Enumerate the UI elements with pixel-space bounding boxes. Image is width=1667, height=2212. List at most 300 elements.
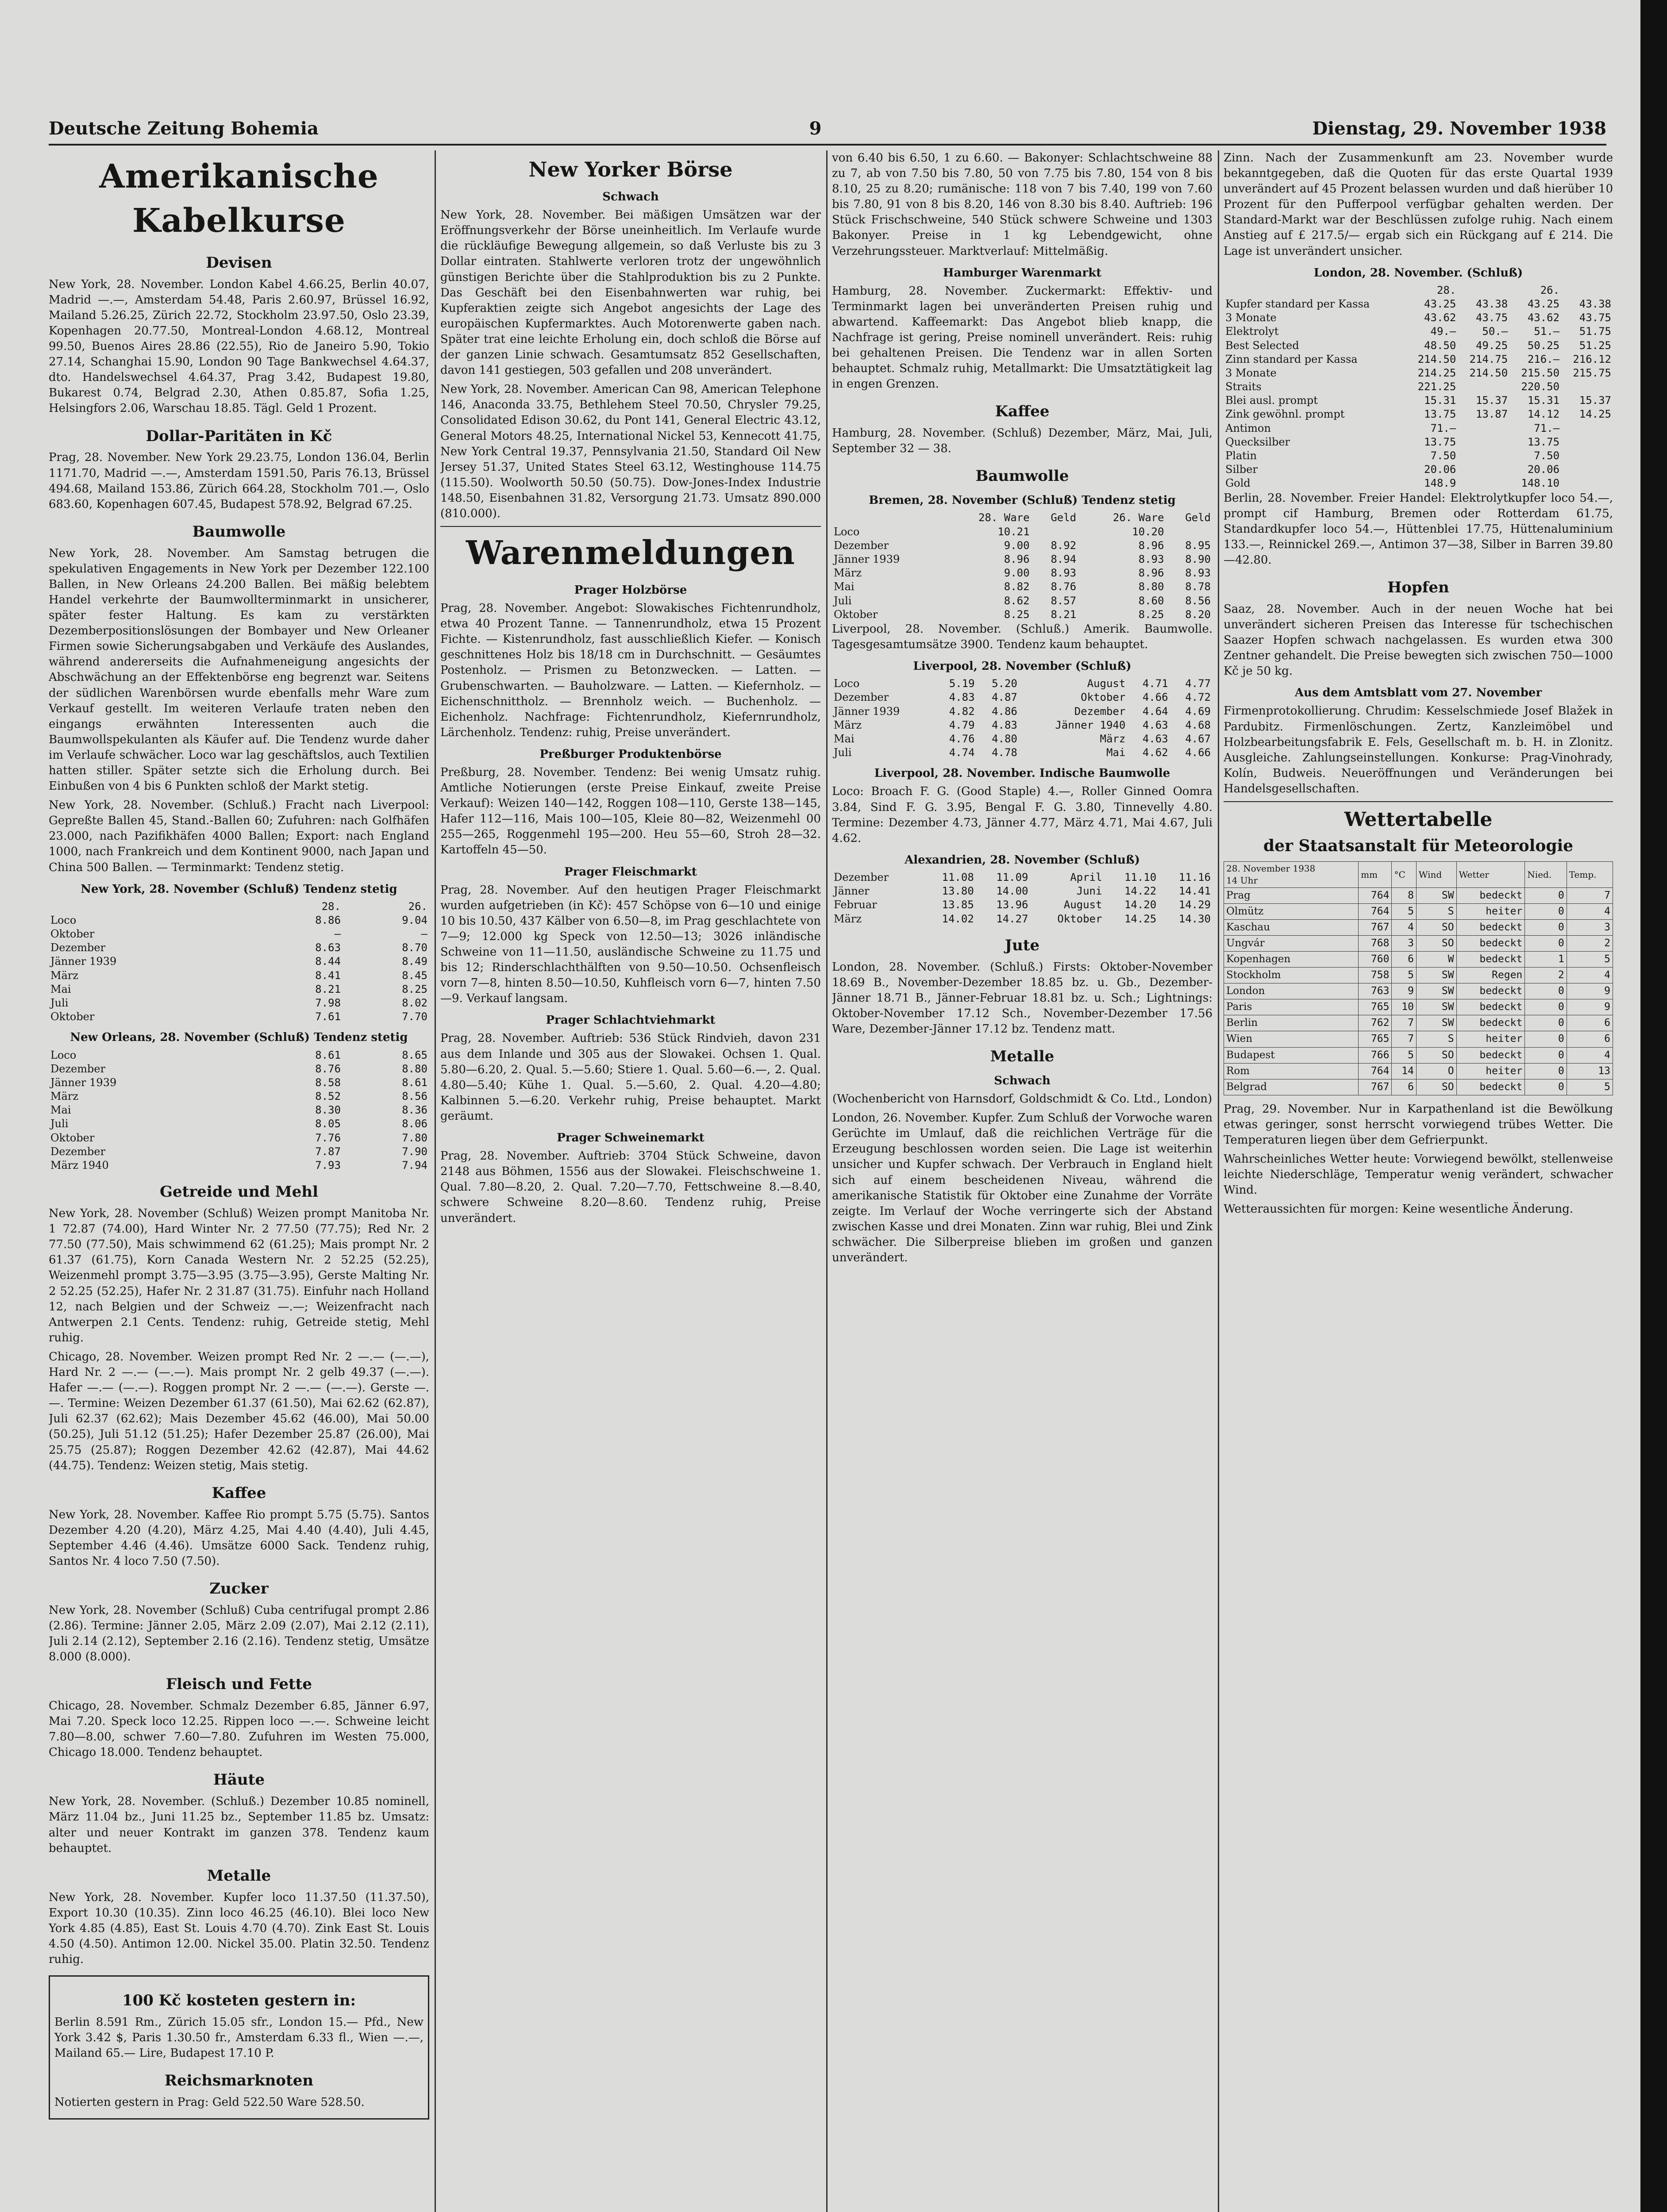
table-row	[1224, 1047, 1613, 1063]
column-rule	[435, 150, 436, 2212]
table-cell: 8.21	[315, 983, 341, 995]
table-cell: 10.21	[997, 525, 1030, 538]
table-cell: 216.—	[1527, 353, 1560, 365]
table-cell: 13.75	[1527, 435, 1560, 448]
kaffee-text: New York, 28. November. Kaffee Rio prompt 5.75 (5.75). Santos Dezember 4.20 (4.20), März 4.25, Mai 4.40 (4.40), Juli 4.45, September 4.46 (4.46). Umsätze 6000 Sack. Tendenz ruhig, Santos Nr. 4 loco 7.50 (7.50).	[49, 1508, 429, 1568]
table-cell: W	[1416, 952, 1456, 968]
getreide-text: New York, 28. November (Schluß) Weizen prompt Manitoba Nr. 1 72.87 (74.00), Hard Winter Nr. 2 77.50 (77.75); Red Nr. 2 77.50 (77.50), Mais schwimmend 62 (61.25); Mais prompt Nr. 2 61.37 (61.75), Korn Canada Western Nr. 2 52.25 (52.25), Weizenmehl prompt 3.75—3.95 (3.75—3.95), Gerste Malting Nr. 2 52.25 (52.25), Hafer Nr. 2 31.87 (31.75). Einfuhr nach Holland 12, nach Belgien und der Schweiz —.—; Weizenfracht nach Antwerpen 2.1 Cents. Tendenz: ruhig, Getreide stetig, Mehl ruhig.	[49, 1207, 429, 1344]
table-row	[1224, 920, 1613, 936]
table-cell: 765	[1359, 1031, 1392, 1047]
metalle-title: Metalle	[207, 1866, 271, 1885]
table-row	[1224, 983, 1613, 999]
table-cell: 13.75	[1424, 435, 1456, 448]
amtsblatt-title: Aus dem Amtsblatt vom 27. November	[1294, 686, 1542, 700]
kaffee-title: Kaffee	[995, 403, 1050, 421]
table-body	[49, 914, 429, 1024]
table-cell: 7.87	[315, 1145, 341, 1158]
table-cell: 43.75	[1475, 311, 1508, 324]
table-cell: Paris	[1224, 999, 1359, 1015]
table-cell: 8.25	[402, 983, 427, 995]
table-cell: März	[50, 1090, 78, 1103]
baumwolle-text-2: New York, 28. November. (Schluß.) Fracht nach Liverpool: Gepreßte Ballen 45, Stand.-Ballen 60; Zufuhren: nach Golfhäfen 23.000, nach Pazifikhäfen 4000 Ballen; Export: nach England 1000, nach Frankreich und dem Kontinent 9000, nach Japan und China 500 Ballen. — Terminmarkt: Tendenz stetig.	[49, 799, 429, 874]
table-cell: 767	[1359, 920, 1392, 936]
table-cell: 43.62	[1424, 311, 1456, 324]
table-cell: Straits	[1225, 380, 1262, 393]
table-cell: 8.06	[402, 1118, 427, 1130]
table-cell: 9	[1392, 983, 1416, 999]
table-row	[832, 691, 1213, 704]
wetter-title: Wettertabelle	[1344, 808, 1493, 831]
table-cell: °C	[1392, 862, 1416, 888]
table-row	[832, 553, 1213, 566]
table-cell: 8.20	[1185, 608, 1211, 621]
table-cell: 28. Ware	[978, 511, 1030, 524]
table-cell: 8.58	[315, 1076, 341, 1089]
table-body	[832, 677, 1213, 760]
table-row	[832, 732, 1213, 746]
table-cell: Februar	[834, 899, 877, 911]
table-cell: Juli	[50, 997, 69, 1010]
table-row	[49, 1131, 429, 1145]
table-cell: 8.93	[1051, 567, 1077, 580]
table-cell: Oktober	[50, 1131, 95, 1144]
table-row	[49, 941, 429, 955]
pressburg-title: Preßburger Produktenbörse	[539, 747, 722, 761]
table-cell: 8.93	[1138, 553, 1164, 566]
table-cell: SW	[1416, 1015, 1456, 1031]
table-row	[832, 746, 1213, 760]
table-row	[1224, 366, 1613, 380]
table-cell: 20.06	[1527, 463, 1560, 476]
table-cell: Berlin	[1224, 1015, 1359, 1031]
table-cell: Dezember	[50, 1062, 106, 1075]
fleisch-text: Chicago, 28. November. Schmalz Dezember 6.85, Jänner 6.97, Mai 7.20. Speck loco 12.25. Rippen loco —.—. Schweine leicht 7.80—8.00, schwer 7.60—7.80. Zufuhren im Westen 75.000, Chicago 18.000. Tendenz behauptet.	[49, 1699, 429, 1759]
table-cell: 71.—	[1430, 422, 1456, 434]
bremen-title: Bremen, 28. November (Schluß) Tendenz stetig	[869, 494, 1176, 507]
column-2	[440, 150, 821, 2212]
kc-exchange-box	[49, 1975, 429, 2120]
holz-title: Prager Holzbörse	[574, 583, 687, 597]
table-cell: Jänner 1939	[834, 553, 900, 566]
table-row	[832, 594, 1213, 608]
table-cell: Wind	[1416, 862, 1456, 888]
table-cell: Blei ausl. prompt	[1225, 394, 1318, 407]
table-cell: 4.63	[1142, 718, 1168, 731]
table-cell: 763	[1359, 983, 1392, 999]
table-cell: 14.25	[1579, 408, 1611, 421]
divider	[1224, 801, 1613, 802]
table-row	[1224, 952, 1613, 968]
scan-border	[1640, 0, 1667, 2212]
table-cell: Ungvár	[1224, 936, 1359, 952]
table-row	[49, 969, 429, 983]
table-cell	[1458, 435, 1509, 449]
table-row	[1224, 463, 1613, 476]
table-cell: 4.66	[1185, 746, 1211, 759]
nyb-sub: Schwach	[602, 190, 659, 204]
table-row	[49, 1076, 429, 1090]
table-header-row	[49, 900, 429, 914]
table-cell: bedeckt	[1456, 1079, 1525, 1095]
hopfen-text: Saaz, 28. November. Auch in der neuen Woche hat bei unverändert sicheren Preisen das Interesse für tschechischen Saazer Hopfen schwach nachgelassen. Es wurden etwa 300 Zentner gehandelt. Die Preise bewegten sich zwischen 750—1000 Kč je 50 kg.	[1224, 602, 1613, 678]
table-cell: 8.05	[315, 1118, 341, 1130]
table-cell: SO	[1416, 1047, 1456, 1063]
issue-date: Dienstag, 29. November 1938	[1312, 118, 1606, 139]
table-row	[1224, 325, 1613, 338]
table-cell: Mai	[50, 983, 71, 995]
table-cell: SO	[1416, 936, 1456, 952]
table-cell: 0	[1525, 936, 1567, 952]
table-cell: Dezember	[834, 871, 889, 883]
amtsblatt-text: Firmenprotokollierung. Chrudim: Kesselschmiede Josef Blažek in Pardubitz. Firmenlöschungen. Zertz, Kanzleimöbel und Holzbearbeitungsfabrik E. Fels, Gesellschaft m. b. H. in Zlonitz. Ausgleiche. Zahlungseinstellungen. Konkurse: Prag-Vinohrady, Kolín, Budweis. Neueröffnungen und Veränderungen bei Handelsgesellschaften.	[1224, 704, 1613, 795]
table-cell: S	[1416, 1031, 1456, 1047]
holz-text: Prag, 28. November. Angebot: Slowakisches Fichtenrundholz, etwa 40 Prozent Tanne. — Tannenrundholz, etwa 15 Prozent Fichte. — Kistenrundholz, fast ausschließlich Kiefer. — Konisch geschnittenes Holz bis 18/18 cm in Durchschnitt. — Gesäumtes Postenholz. — Prismen zu Betonzwecken. — Latten. — Grubenschwarten. — Bauholzware. — Latten. — Kiefernholz. — Eichenschnittholz. — Brennholz weich. — Buchenholz. — Eichenholz. Nachfrage: Fichtenrundholz, Kiefernrundholz, Lärchenholz. Tendenz: ruhig, Preise unverändert.	[440, 602, 821, 739]
table-cell: 8.78	[1185, 580, 1211, 593]
schweinemarkt-text: Prag, 28. November. Auftrieb: 3704 Stück Schweine, davon 2148 aus Böhmen, 1556 aus der Slowakei. Fleischschweine 1. Qual. 7.80—8.20, 2. Qual. 7.20—7.70, Fettschweine 8.—8.40, schwere Schweine 8.20—8.60. Tendenz ruhig, Preise unverändert.	[440, 1149, 821, 1225]
table-cell: 14.30	[1178, 912, 1211, 925]
table-cell: Loco	[50, 1048, 77, 1061]
table-cell: Oktober	[1057, 912, 1102, 925]
table-cell: 8.52	[315, 1090, 341, 1103]
table-cell: 148.10	[1521, 477, 1560, 490]
table-cell: Regen	[1456, 968, 1525, 983]
table-cell	[1561, 463, 1613, 476]
weather-table	[1224, 861, 1613, 1095]
table-cell: August	[1063, 899, 1102, 911]
table-cell	[1458, 284, 1509, 297]
table-cell: 8.95	[1185, 539, 1211, 552]
table-row	[1224, 422, 1613, 435]
table-cell: März	[834, 912, 862, 925]
table-cell: Silber	[1225, 463, 1258, 476]
table-cell: bedeckt	[1456, 920, 1525, 936]
paritaeten-title: Dollar-Paritäten in Kč	[146, 427, 332, 445]
devisen-title: Devisen	[206, 253, 272, 272]
table-cell: 214.25	[1417, 366, 1456, 379]
metalle-source: (Wochenbericht von Harnsdorf, Goldschmidt & Co. Ltd., London)	[832, 1092, 1213, 1106]
baumwolle-text: New York, 28. November. Am Samstag betrugen die spekulativen Engagements in New York per Dezember 122.100 Ballen, in New Orleans 24.200 Ballen. Bei mäßig belebtem Handel verkehrte der Baumwollterminmarkt in unsicherer, später fester Haltung. Es kam zu verstärkten Dezemberpositionslösungen der Bombayer und New Orleaner Firmen sowie Sicherungsabgaben und Verkäufe des Auslandes, während andererseits die Aufnahmeneigung angesichts der Abschwächung an der Effektenbörse eng begrenzt war. Seitens der südlichen Warenbörsen wurde ebenfalls mehr Ware zum Verkauf gestellt. Im weiteren Verlaufe traten neben den eingangs erwähnten Interessenten auch die Baumwollspekulanten als Käufer auf. Die Tendenz wurde daher im Verlaufe schwächer. Loco war lag geschäftslos, auch Textilien hatten stiller. Später setzte sich die Erholung durch. Bei Einbußen von 4 bis 6 Punkten schloß der Markt stetig.	[49, 546, 429, 793]
table-cell: 4.64	[1142, 705, 1168, 718]
table-cell: SO	[1416, 920, 1456, 936]
indische-text: Loco: Broach F. G. (Good Staple) 4.—, Roller Ginned Oomra 3.84, Sind F. G. 3.95, Bengal F. G. 3.80, Tinnevelly 4.80. Termine: Dezember 4.73, Jänner 4.77, März 4.71, Mai 4.67, Juli 4.62.	[832, 785, 1213, 845]
table-row	[49, 1010, 429, 1024]
table-cell: 43.62	[1527, 311, 1560, 324]
table-cell: 8.44	[315, 955, 341, 968]
schlachtvieh-text: Prag, 28. November. Auftrieb: 536 Stück Rindvieh, davon 231 aus dem Inlande und 305 aus der Slowakei. Ochsen 1. Qual. 5.80—6.20, 2. Qual. 5.—5.60; Stiere 1. Qual. 5.60—6.—, 2. Qual. 4.80—5.40; Kühe 1. Qual. 5.—5.60, 2. Qual. 4.20—4.80; Kalbinnen 5.—6.20. Verkehr ruhig, Preise behauptet. Markt geräumt.	[440, 1032, 821, 1123]
kaffee-text: Hamburg, 28. November. (Schluß) Dezember, März, Mai, Juli, September 32 — 38.	[832, 426, 1213, 456]
table-row	[49, 927, 429, 941]
table-cell: Antimon	[1225, 422, 1271, 434]
table-cell: 1	[1525, 952, 1567, 968]
table-cell: 8.70	[402, 941, 427, 954]
zucker-title: Zucker	[209, 1579, 269, 1598]
table-cell: Olmütz	[1224, 904, 1359, 920]
table-cell: 8.56	[402, 1090, 427, 1103]
table-cell	[1224, 862, 1359, 888]
box-title: 100 Kč kosteten gestern in:	[122, 1992, 356, 2010]
table-cell: 4.74	[949, 746, 975, 759]
table-cell: 3 Monate	[1225, 366, 1277, 379]
table-cell: O	[1416, 1063, 1456, 1079]
table-cell: 0	[1525, 999, 1567, 1015]
table-cell: 51.75	[1579, 325, 1611, 338]
table-cell: Nied.	[1525, 862, 1567, 888]
table-cell: 4.80	[992, 733, 1017, 745]
table-cell: Platin	[1225, 449, 1257, 462]
table-cell: 6	[1567, 1031, 1613, 1047]
table-cell: 764	[1359, 904, 1392, 920]
table-cell: 7	[1392, 1015, 1416, 1031]
table-cell: Mai	[50, 1104, 71, 1117]
table-cell: 8.45	[402, 969, 427, 982]
table-cell: Geld	[1185, 511, 1211, 524]
chicago-text: Chicago, 28. November. Weizen prompt Red Nr. 2 —.— (—.—), Hard Nr. 2 —.— (—.—). Mais prompt Nr. 2 gelb 49.37 (—.—). Hafer —.— (—.—). Roggen prompt Nr. 2 —.— (—.—). Gerste —.—. Termine: Weizen Dezember 61.37 (61.50), Mai 62.62 (62.87), Juli 62.37 (62.62); Mais Dezember 45.62 (46.00), Mai 50.00 (50.25), Juli 51.12 (51.25); Hafer Dezember 25.87 (26.00), Mai 25.75 (25.87); Roggen Dezember 42.62 (42.87), Mai 44.62 (44.75). Tendenz: Weizen stetig, Mais stetig.	[49, 1350, 429, 1472]
table-cell: 2	[1567, 936, 1613, 952]
table-cell: 50.—	[1482, 325, 1508, 338]
table-cell: 4.71	[1142, 677, 1168, 690]
table-row	[1224, 936, 1613, 952]
fleischmarkt-text: Prag, 28. November. Auf den heutigen Prager Fleischmarkt wurden aufgetrieben (in Kč): 457 Schöpse von 6—10 und einige 10 bis 10.50, 437 Kälber von 6.50—8, im Prag geschlachtete von 7—9; 12.000 kg Speck von 12.50—13; 3026 inländische Schweine von 11—11.50, ausländische Schweine zu 11.75 und bis 12; Rinderschlachthälften von 9.50—10.50. Ochsenfleisch vorn 7—8, hinten 8.50—10.50, Kuhfleisch vorn 6—7, hinten 7.50—9. Verkauf langsam.	[440, 883, 821, 1006]
table-row	[832, 871, 1213, 884]
table-cell: 0	[1525, 888, 1567, 904]
nyb-text: New York, 28. November. Bei mäßigen Umsätzen war der Eröffnungsverkehr der Börse uneinheitlich. Im Verlaufe wurde die rückläufige Bewegung allgemein, so daß Verluste bis zu 3 Dollar eintraten. Stahlwerte verloren trotz der ungewöhnlich günstigen Berichte über die Stahlproduktion bis zu 2 Punkte. Das Geschäft bei den Eisenbahnwerten war ruhig, bei Kupferaktien zeigte sich Angebot angesichts der Lage des europäischen Kupfermarktes. Auch Motorenwerte gaben nach. Später trat eine leichte Erholung ein, doch schloß die Börse auf der ganzen Linie schwach. Gesamtumsatz 852 Gesellschaften, davon 141 gestiegen, 503 gefallen und 208 unverändert.	[440, 208, 821, 377]
nyb-kurse: New York, 28. November. American Can 98, American Telephone 146, Anaconda 33.75, Bethlehem Steel 70.50, Chrysler 79.25, Consolidated Edison 30.62, du Pont 141, General Electric 43.12, General Motors 48.25, International Nickel 53, Kennecott 41.75, New York Central 19.37, Pennsylvania 21.50, Standard Oil New Jersey 51.37, United States Steel 63.12, Westinghouse 114.75 (115.50). Woolworth 50.50 (50.75). Dow-Jones-Index Industrie 148.50, Eisenbahnen 31.82, Versorgung 21.73. Umsatz 890.000 (810.000).	[440, 383, 821, 520]
table-cell: heiter	[1456, 1063, 1525, 1079]
table-cell: Oktober	[50, 1010, 95, 1023]
table-cell: 5	[1392, 1047, 1416, 1063]
table-cell: 14.12	[1527, 408, 1560, 421]
table-cell: 43.38	[1475, 297, 1508, 310]
table-cell: 7.94	[402, 1159, 427, 1172]
table-row	[1224, 311, 1613, 325]
table-cell: 9	[1567, 999, 1613, 1015]
table-cell: 220.50	[1521, 380, 1560, 393]
table-cell: Stockholm	[1224, 968, 1359, 983]
hamburg-text: Hamburg, 28. November. Zuckermarkt: Effektiv- und Terminmarkt lagen bei unveränderten Preisen ruhig und abwartend. Kaffeemarkt: Das Angebot blieb knapp, die Nachfrage ist gering, Preise nominell unverändert. Reis: ruhig bei gehaltenen Preisen. Die Tendenz war in allen Sorten behauptet. Schmalz ruhig, Metallmarkt: Die Umsatztätigkeit lag in engen Grenzen.	[832, 284, 1213, 391]
table-cell: Mai	[834, 580, 855, 593]
table-cell: 9.00	[1004, 567, 1030, 580]
schlachtvieh-title: Prager Schlachtviehmarkt	[546, 1014, 716, 1027]
table-row	[832, 566, 1213, 580]
table-cell: 0	[1525, 1015, 1567, 1031]
columns	[49, 150, 1615, 2212]
table-cell: 26. Ware	[1113, 511, 1164, 524]
table-cell	[1032, 525, 1078, 539]
metalle-text: New York, 28. November. Kupfer loco 11.37.50 (11.37.50), Export 10.30 (10.35). Zinn loco 46.25 (46.10). Blei loco New York 4.85 (4.85), East St. Louis 4.70 (4.70). Zink East St. Louis 4.50 (4.50). Antimon 12.00. Nickel 35.00. Platin 32.50. Tendenz ruhig.	[49, 1890, 429, 1966]
london-title: London, 28. November. (Schluß)	[1313, 266, 1523, 280]
jute-title: Jute	[1005, 936, 1040, 954]
table-cell: Wetter	[1456, 862, 1525, 888]
table-row	[49, 1062, 429, 1076]
table-cell: Oktober	[50, 928, 95, 941]
table-cell	[1561, 380, 1613, 394]
table-cell: 148.9	[1424, 477, 1456, 490]
haeute-text: New York, 28. November. (Schluß.) Dezember 10.85 nominell, März 11.04 bz., Juni 11.25 bz., September 11.85 bz. Umsatz: alter und neuer Kontrakt im ganzen 378. Tendenz kaum behauptet.	[49, 1795, 429, 1855]
table-cell	[1458, 476, 1509, 490]
table-cell: 764	[1359, 1063, 1392, 1079]
table-cell: heiter	[1456, 904, 1525, 920]
table-row	[1224, 888, 1613, 904]
table-cell: 15.31	[1424, 394, 1456, 407]
table-cell: 216.12	[1573, 353, 1611, 365]
table-cell	[1458, 463, 1509, 476]
table-cell: bedeckt	[1456, 952, 1525, 968]
table-cell: Loco	[834, 525, 860, 538]
table-cell: 5	[1392, 968, 1416, 983]
table-cell: 3	[1567, 920, 1613, 936]
metalle-text: London, 26. November. Kupfer. Zum Schluß der Vorwoche waren Gerüchte im Umlauf, daß die reichlichen Verträge für die Erzeugung beschlossen worden seien. Die Lage ist weiterhin unsicher und Kupfer schwach. Der Verbrauch in England hielt sich auf einem bescheidenen Niveau, während die amerikanische Statistik für Oktober eine Zunahme der Vorräte zeigte. Im Verlauf der Woche verringerte sich der Abstand zwischen Kasse und drei Monaten. Zinn war ruhig, Blei und Zink schwächer. Die Silberpreise blieben im großen und ganzen unverändert.	[832, 1111, 1213, 1264]
no-cotton-table	[49, 1048, 429, 1173]
table-cell: 49.25	[1475, 339, 1508, 352]
table-cell: 8.56	[1185, 594, 1211, 607]
kaffee-title: Kaffee	[212, 1484, 266, 1502]
table-cell: 0	[1525, 920, 1567, 936]
table-cell: 4.63	[1142, 733, 1168, 745]
table-cell: 48.50	[1424, 339, 1456, 352]
table-cell: 43.75	[1579, 311, 1611, 324]
table-cell: Dezember	[50, 941, 106, 954]
table-cell: 6	[1567, 1015, 1613, 1031]
table-row	[1224, 407, 1613, 421]
table-cell	[1561, 422, 1613, 435]
table-cell: 0	[1525, 1063, 1567, 1079]
table-cell: 8.92	[1051, 539, 1077, 552]
table-row	[1224, 1063, 1613, 1079]
table-cell: 3 Monate	[1225, 311, 1277, 324]
table-row	[49, 1117, 429, 1131]
table-cell: 6	[1392, 952, 1416, 968]
metalle-title: Metalle	[990, 1048, 1055, 1066]
table-cell: Oktober	[834, 608, 878, 621]
table-cell: 43.38	[1579, 297, 1611, 310]
table-cell	[1561, 449, 1613, 463]
table-cell: 7.50	[1534, 449, 1560, 462]
table-cell: 71.—	[1534, 422, 1560, 434]
table-cell: 15.31	[1527, 394, 1560, 407]
table-cell: SW	[1416, 888, 1456, 904]
table-cell: 13.87	[1475, 408, 1508, 421]
table-cell: 8.80	[1138, 580, 1164, 593]
reichsmark-title: Reichsmarknoten	[164, 2072, 314, 2090]
table-row	[1224, 380, 1613, 394]
table-cell: 8.65	[402, 1048, 427, 1061]
table-cell: 11.16	[1178, 871, 1211, 883]
table-cell: 26.	[408, 900, 427, 913]
table-cell: Zinn standard per Kassa	[1225, 353, 1358, 365]
table-cell: 8.57	[1051, 594, 1077, 607]
table-cell: 8.61	[402, 1076, 427, 1089]
table-cell: 14.02	[942, 912, 974, 925]
table-cell: 14.00	[996, 885, 1028, 898]
table-cell: 14	[1392, 1063, 1416, 1079]
table-row	[49, 1103, 429, 1117]
aussicht-text: Wetteraussichten für morgen: Keine wesentliche Änderung.	[1224, 1202, 1574, 1216]
table-cell: Temp.	[1567, 862, 1613, 888]
table-cell: Juni	[1076, 885, 1102, 898]
table-cell: 8.96	[1004, 553, 1030, 566]
table-body	[49, 1048, 429, 1173]
table-cell: Dezember	[50, 1145, 106, 1158]
column-rule	[1218, 150, 1219, 2212]
table-cell	[49, 900, 256, 914]
table-row	[832, 718, 1213, 732]
table-cell	[1458, 422, 1509, 435]
table-cell: Zink gewöhnl. prompt	[1225, 408, 1345, 421]
table-cell: 762	[1359, 1015, 1392, 1031]
table-cell: 4.82	[949, 705, 975, 718]
table-cell: 14.41	[1178, 885, 1211, 898]
table-cell: 4.86	[992, 705, 1017, 718]
table-row	[832, 912, 1213, 926]
continued-text: Zinn. Nach der Zusammenkunft am 23. November wurde bekanntgegeben, daß die Quoten für das erste Quartal 1939 unverändert auf 45 Prozent belassen wurden und daß hierüber 10 Prozent für den Pufferpool verfügbar gehalten werden. Der Standard-Markt war der Beschlüssen zufolge ruhig. Nach einem Anstieg auf £ 217.5/— ergab sich ein Rückgang auf £ 214. Die Lage ist unverändert unsicher.	[1224, 151, 1613, 258]
table-row	[49, 1145, 429, 1159]
table-cell: 4.66	[1142, 691, 1168, 704]
table-cell: 6	[1392, 1079, 1416, 1095]
continued-text: von 6.40 bis 6.50, 1 zu 6.60. — Bakonyer: Schlachtschweine 88 zu 7, ab von 7.50 bis 7.80, 50 von 7.75 bis 7.80, 154 von 8 bis 8.10, 25 zu 8.20; rumänische: 118 von 7 bis 7.40, 199 von 7.60 bis 7.80, 91 von 8 bis 8.20, 146 von 8.30 bis 8.40. Auftrieb: 196 Stück Frischschweine, 540 Stück schwere Schweine und 1303 Bakonyer. Preise in 1 kg Lebendgewicht, ohne Verzehrungssteuer. Marktverlauf: Mittelmäßig.	[832, 151, 1213, 258]
table-cell: 28.	[321, 900, 341, 913]
table-cell: 43.25	[1527, 297, 1560, 310]
reichsmark-text: Notierten gestern in Prag: Geld 522.50 Ware 528.50.	[54, 2096, 365, 2109]
table-cell: Juli	[834, 746, 852, 759]
box-text: Berlin 8.591 Rm., Zürich 15.05 sfr., London 15.— Pfd., New York 3.42 $, Paris 1.30.50 fr., Amsterdam 6.33 fl., Wien —.—, Mailand 65.— Lire, Budapest 17.10 P.	[54, 2016, 423, 2060]
table-cell: 7.93	[315, 1159, 341, 1172]
table-cell: 8.96	[1138, 539, 1164, 552]
bremen-table	[832, 511, 1213, 622]
table-cell: bedeckt	[1456, 1047, 1525, 1063]
table-row	[832, 677, 1213, 691]
table-cell: 7.80	[402, 1131, 427, 1144]
table-cell: Elektrolyt	[1225, 325, 1279, 338]
liverpool-text: Liverpool, 28. November. (Schluß.) Amerik. Baumwolle. Tagesgesamtumsätze 3900. Tendenz kaum behauptet.	[832, 622, 1213, 652]
table-cell: August	[1087, 677, 1126, 690]
table-cell: S	[1416, 904, 1456, 920]
table-cell	[1561, 435, 1613, 449]
table-cell: 767	[1359, 1079, 1392, 1095]
table-cell: 4.77	[1185, 677, 1211, 690]
table-cell: Mai	[1106, 746, 1126, 759]
table-cell: Dezember	[1074, 705, 1126, 718]
table-cell: 7.90	[402, 1145, 427, 1158]
table-cell: 14.20	[1124, 899, 1157, 911]
table-cell: 4.79	[949, 718, 975, 731]
ny-table-title: New York, 28. November (Schluß) Tendenz stetig	[81, 882, 397, 896]
table-cell: Wien	[1224, 1031, 1359, 1047]
metalle-sub: Schwach	[994, 1074, 1051, 1087]
table-cell: 214.75	[1469, 353, 1508, 365]
table-cell: Jänner 1939	[834, 705, 900, 718]
table-cell: 13.85	[942, 899, 974, 911]
page-header	[49, 113, 1606, 146]
table-cell: Dezember	[834, 691, 889, 704]
table-row	[832, 884, 1213, 898]
table-cell: 8.76	[315, 1062, 341, 1075]
table-row	[832, 525, 1213, 539]
table-cell: 10	[1392, 999, 1416, 1015]
table-cell: 13.75	[1424, 408, 1456, 421]
wetter-time: 14 Uhr	[1226, 875, 1258, 886]
page-number: 9	[809, 118, 822, 139]
table-cell: 8.93	[1185, 567, 1211, 580]
table-cell: Best Selected	[1225, 339, 1299, 352]
table-cell: 14.25	[1124, 912, 1157, 925]
table-cell: 4	[1567, 904, 1613, 920]
table-cell: 0	[1525, 1031, 1567, 1047]
table-cell: 4.68	[1185, 718, 1211, 731]
table-cell: 4.62	[1142, 746, 1168, 759]
baumwolle-title: Baumwolle	[192, 522, 286, 541]
table-row	[832, 898, 1213, 912]
table-cell	[832, 511, 943, 525]
